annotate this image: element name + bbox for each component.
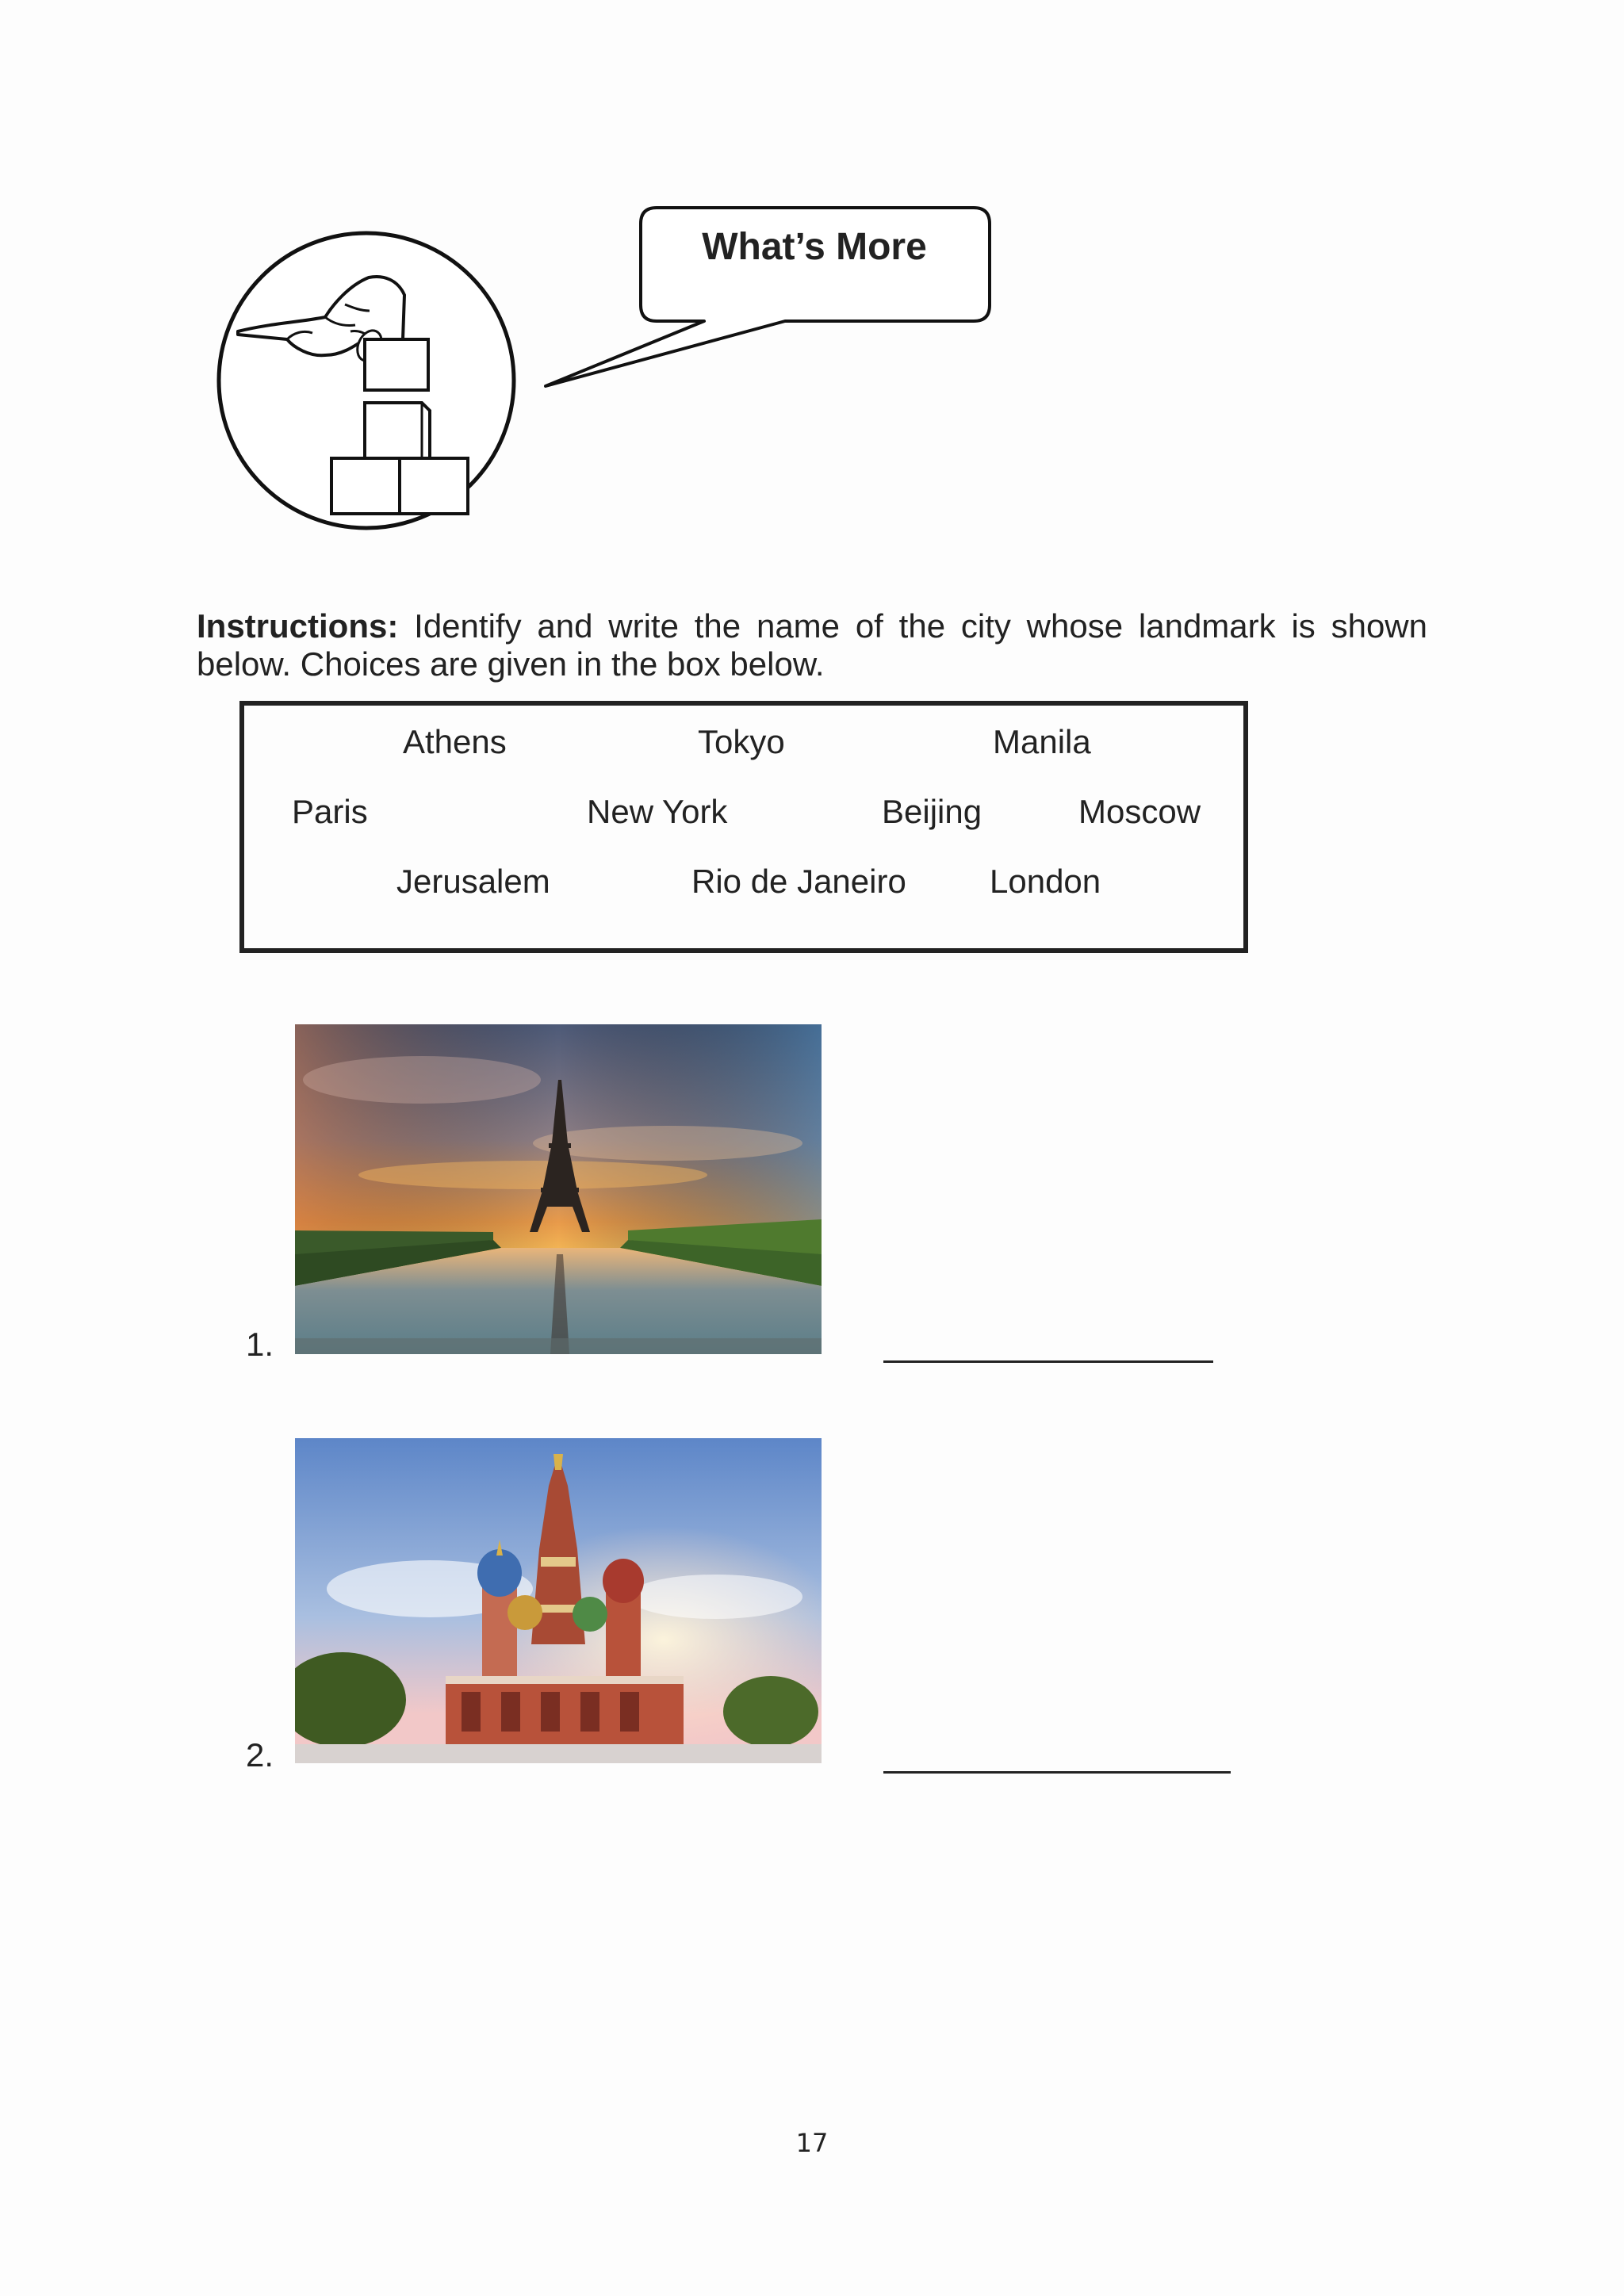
item-number: 1. — [246, 1326, 274, 1363]
instructions-label: Instructions: — [197, 607, 399, 645]
choice-moscow: Moscow — [1078, 793, 1201, 830]
hand-stacking-blocks-icon — [214, 228, 519, 533]
instructions — [197, 607, 1427, 683]
item-number: 2. — [246, 1736, 274, 1774]
choice-tokyo: Tokyo — [698, 723, 785, 760]
choice-jerusalem: Jerusalem — [396, 863, 550, 900]
choice-manila: Manila — [993, 723, 1091, 760]
instructions-text: Identify and write the name of the city whose landmark is shown below. Choices are given in the box below. — [197, 607, 1427, 683]
choice-new-york: New York — [587, 793, 728, 830]
answer-line[interactable] — [883, 1771, 1231, 1774]
choices-box — [239, 701, 1248, 953]
choice-london: London — [990, 863, 1101, 900]
choice-beijing: Beijing — [882, 793, 982, 830]
page-number: 17 — [795, 2128, 829, 2158]
saint-basils-cathedral-photo — [295, 1438, 822, 1763]
answer-line[interactable] — [883, 1360, 1213, 1363]
choice-athens: Athens — [403, 723, 507, 760]
choice-rio-de-janeiro: Rio de Janeiro — [691, 863, 906, 900]
choice-paris: Paris — [292, 793, 368, 830]
section-title: What’s More — [702, 226, 927, 268]
eiffel-tower-photo — [295, 1024, 822, 1354]
